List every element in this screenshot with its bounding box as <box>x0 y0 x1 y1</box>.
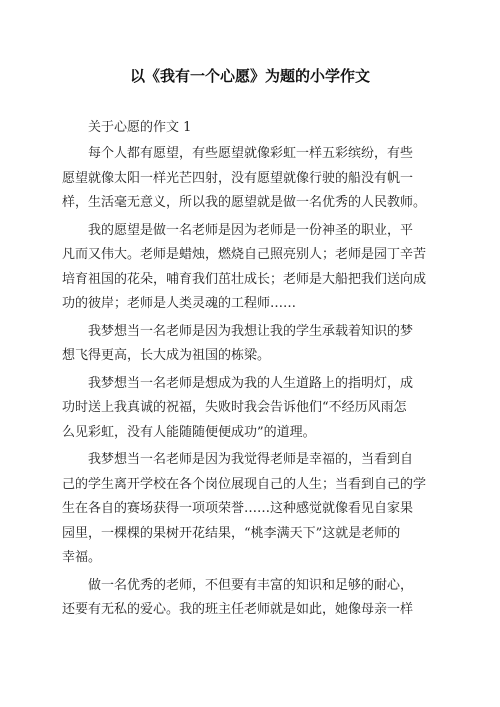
paragraph-6 <box>62 574 436 623</box>
paragraph-line: 凡而又伟大。老师是蜡烛，燃烧自己照亮别人；老师是园丁辛苦 <box>62 247 427 262</box>
paragraph-line: 每个人都有愿望，有些愿望就像彩虹一样五彩缤纷，有些 <box>88 146 414 161</box>
document-title: 以《我有一个心愿》为题的小学作文 <box>129 67 370 85</box>
paragraph-3 <box>62 320 436 369</box>
paragraph-line: 我梦想当一名老师是因为我想让我的学生承载着知识的梦 <box>88 323 414 339</box>
paragraph-line: 做一名优秀的老师，不但要有丰富的知识和足够的耐心， <box>88 577 414 593</box>
paragraph-line: 愿望就像太阳一样光芒四射，没有愿望就像行驶的船没有帆一 <box>62 170 414 186</box>
paragraph-line: 我梦想当一名老师是因为我觉得老师是幸福的，当看到自 <box>88 452 414 467</box>
paragraph-line: 想飞得更高，长大成为祖国的栋梁。 <box>62 348 271 363</box>
paragraph-line: 功的彼岸；老师是人类灵魂的工程师…… <box>62 296 297 311</box>
document-body <box>62 116 436 626</box>
section-heading: 关于心愿的作文 1 <box>88 120 192 135</box>
paragraph-line: 生在各自的赛场获得一项项荣誉……这种感觉就像看见自家果 <box>62 501 414 516</box>
paragraph-line: 园里，一棵棵的果树开花结果，“桃李满天下”这就是老师的 <box>62 525 401 541</box>
paragraph-1 <box>62 142 436 216</box>
paragraph-line: 样，生活毫无意义，所以我的愿望就是做一名优秀的人民教师。 <box>62 195 427 210</box>
paragraph-5 <box>62 448 436 571</box>
paragraph-line: 功时送上我真诚的祝福，失败时我会告诉他们“不经历风雨怎 <box>62 400 407 415</box>
paragraph-line: 么见彩虹，没有人能随随便便成功”的道理。 <box>62 424 316 440</box>
paragraph-line: 己的学生离开学校在各个岗位展现自己的人生；当看到自己的学 <box>62 476 427 492</box>
paragraph-line: 幸福。 <box>62 550 102 565</box>
paragraph-4 <box>62 372 436 446</box>
paragraph-line: 还要有无私的爱心。我的班主任老师就是如此，她像母亲一样 <box>62 602 414 617</box>
paragraph-2 <box>62 219 436 317</box>
paragraph-line: 我梦想当一名老师是想成为我的人生道路上的指明灯，成 <box>88 375 414 391</box>
paragraph-line: 培育祖国的花朵，哺育我们茁壮成长；老师是大船把我们送向成 <box>62 271 427 287</box>
paragraph-line: 我的愿望是做一名老师是因为老师是一份神圣的职业，平 <box>88 222 414 238</box>
